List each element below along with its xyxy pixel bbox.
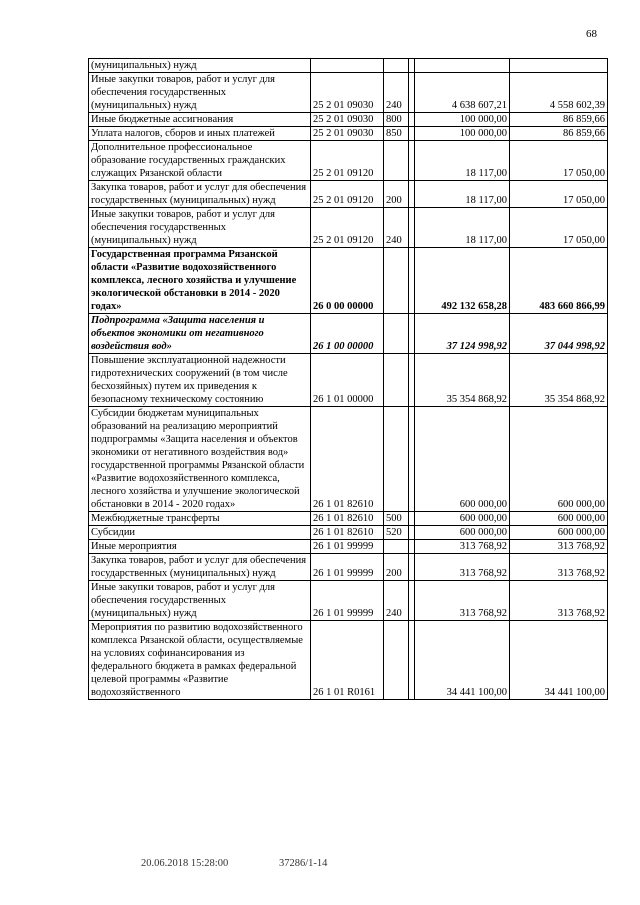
row-code-cell: 26 1 01 99999: [311, 540, 384, 554]
row-vr-cell: 520: [384, 526, 409, 540]
row-sum1-cell: 18 117,00: [415, 208, 510, 248]
row-vr-cell: 800: [384, 113, 409, 127]
row-vr-cell: [384, 540, 409, 554]
row-sum1-cell: [415, 59, 510, 73]
row-name-cell: Иные бюджетные ассигнования: [89, 113, 311, 127]
row-code-cell: 26 0 00 00000: [311, 248, 384, 314]
row-code-cell: 25 2 01 09120: [311, 141, 384, 181]
row-code-cell: 25 2 01 09120: [311, 208, 384, 248]
row-sum1-cell: 600 000,00: [415, 512, 510, 526]
row-code-cell: 26 1 00 00000: [311, 314, 384, 354]
row-vr-cell: [384, 314, 409, 354]
table-row: [89, 181, 608, 208]
row-vr-cell: [384, 354, 409, 407]
table-row: [89, 248, 608, 314]
row-name-cell: Уплата налогов, сборов и иных платежей: [89, 127, 311, 141]
table-row: [89, 554, 608, 581]
table-row: [89, 540, 608, 554]
row-name-cell: Иные закупки товаров, работ и услуг для обеспечения государственных (муниципальных) нужд: [89, 208, 311, 248]
row-sum1-cell: 492 132 658,28: [415, 248, 510, 314]
row-code-cell: 25 2 01 09120: [311, 181, 384, 208]
row-vr-cell: 200: [384, 554, 409, 581]
row-sum2-cell: 313 768,92: [510, 554, 608, 581]
row-vr-cell: 240: [384, 208, 409, 248]
row-sum2-cell: 4 558 602,39: [510, 73, 608, 113]
row-code-cell: 26 1 01 82610: [311, 512, 384, 526]
row-sum1-cell: 313 768,92: [415, 554, 510, 581]
row-name-cell: Повышение эксплуатационной надежности гидротехнических сооружений (в том числе бесхозяйных) путем их приведения к безопасному техническому состоянию: [89, 354, 311, 407]
row-vr-cell: [384, 407, 409, 512]
row-sum2-cell: 37 044 998,92: [510, 314, 608, 354]
row-sum2-cell: 34 441 100,00: [510, 621, 608, 700]
row-code-cell: 26 1 01 82610: [311, 407, 384, 512]
row-name-cell: Межбюджетные трансферты: [89, 512, 311, 526]
row-vr-cell: 500: [384, 512, 409, 526]
row-vr-cell: [384, 141, 409, 181]
row-sum1-cell: 600 000,00: [415, 526, 510, 540]
row-code-cell: 25 2 01 09030: [311, 113, 384, 127]
row-sum2-cell: 17 050,00: [510, 181, 608, 208]
row-sum2-cell: 86 859,66: [510, 113, 608, 127]
table-row: [89, 581, 608, 621]
row-code-cell: 25 2 01 09030: [311, 127, 384, 141]
table-row: [89, 526, 608, 540]
row-code-cell: [311, 59, 384, 73]
table-row: [89, 354, 608, 407]
row-name-cell: Мероприятия по развитию водохозяйственного комплекса Рязанской области, осуществляемые на условиях софинансирования из федерального бюджета в рамках федеральной целевой программы «Развитие водохозяйственного: [89, 621, 311, 700]
footer-datetime: 20.06.2018 15:28:00: [141, 858, 229, 869]
row-code-cell: 26 1 01 00000: [311, 354, 384, 407]
row-code-cell: 26 1 01 99999: [311, 554, 384, 581]
row-sum2-cell: 86 859,66: [510, 127, 608, 141]
row-sum1-cell: 18 117,00: [415, 181, 510, 208]
budget-table: [88, 58, 608, 700]
row-name-cell: Государственная программа Рязанской области «Развитие водохозяйственного комплекса, лесного хозяйства и улучшение экологической обстановки в 2014 - 2020 годах»: [89, 248, 311, 314]
row-sum2-cell: 17 050,00: [510, 141, 608, 181]
row-sum2-cell: 483 660 866,99: [510, 248, 608, 314]
row-name-cell: Иные мероприятия: [89, 540, 311, 554]
row-code-cell: 26 1 01 82610: [311, 526, 384, 540]
row-name-cell: Дополнительное профессиональное образование государственных гражданских служащих Рязанской области: [89, 141, 311, 181]
table-row: [89, 141, 608, 181]
row-sum2-cell: 313 768,92: [510, 581, 608, 621]
row-sum2-cell: [510, 59, 608, 73]
row-sum1-cell: 37 124 998,92: [415, 314, 510, 354]
row-vr-cell: 850: [384, 127, 409, 141]
row-sum2-cell: 35 354 868,92: [510, 354, 608, 407]
table-row: [89, 73, 608, 113]
row-name-cell: Подпрограмма «Защита населения и объектов экономики от негативного воздействия вод»: [89, 314, 311, 354]
table-row: [89, 113, 608, 127]
row-vr-cell: 200: [384, 181, 409, 208]
row-name-cell: Субсидии: [89, 526, 311, 540]
row-code-cell: 26 1 01 R0161: [311, 621, 384, 700]
table-row: [89, 512, 608, 526]
row-sum1-cell: 600 000,00: [415, 407, 510, 512]
row-sum1-cell: 34 441 100,00: [415, 621, 510, 700]
row-code-cell: 26 1 01 99999: [311, 581, 384, 621]
row-sum1-cell: 18 117,00: [415, 141, 510, 181]
row-name-cell: Иные закупки товаров, работ и услуг для обеспечения государственных (муниципальных) нужд: [89, 73, 311, 113]
table-row: [89, 314, 608, 354]
row-name-cell: Закупка товаров, работ и услуг для обеспечения государственных (муниципальных) нужд: [89, 554, 311, 581]
page-number: 68: [586, 28, 597, 40]
row-vr-cell: [384, 59, 409, 73]
footer-doc-number: 37286/1-14: [279, 858, 328, 869]
table-row: [89, 127, 608, 141]
row-sum1-cell: 4 638 607,21: [415, 73, 510, 113]
table-row: [89, 621, 608, 700]
row-vr-cell: 240: [384, 581, 409, 621]
row-sum1-cell: 313 768,92: [415, 540, 510, 554]
row-vr-cell: 240: [384, 73, 409, 113]
row-vr-cell: [384, 248, 409, 314]
row-name-cell: Иные закупки товаров, работ и услуг для обеспечения государственных (муниципальных) нужд: [89, 581, 311, 621]
row-code-cell: 25 2 01 09030: [311, 73, 384, 113]
row-sum2-cell: 600 000,00: [510, 407, 608, 512]
row-sum1-cell: 100 000,00: [415, 113, 510, 127]
row-sum2-cell: 17 050,00: [510, 208, 608, 248]
row-vr-cell: [384, 621, 409, 700]
table-row: [89, 59, 608, 73]
row-sum1-cell: 313 768,92: [415, 581, 510, 621]
row-sum1-cell: 100 000,00: [415, 127, 510, 141]
row-name-cell: Субсидии бюджетам муниципальных образований на реализацию мероприятий подпрограммы «Защита населения и объектов экономики от негативного воздействия вод» государственной программы Рязанской области «Развитие водохозяйственного комплекса, лесного хозяйства и улучшение экологической обстановки в 2014 - 2020 годах»: [89, 407, 311, 512]
budget-table-body: [89, 59, 608, 700]
row-sum2-cell: 600 000,00: [510, 512, 608, 526]
row-sum2-cell: 313 768,92: [510, 540, 608, 554]
row-sum1-cell: 35 354 868,92: [415, 354, 510, 407]
row-name-cell: (муниципальных) нужд: [89, 59, 311, 73]
table-row: [89, 407, 608, 512]
row-sum2-cell: 600 000,00: [510, 526, 608, 540]
table-row: [89, 208, 608, 248]
row-name-cell: Закупка товаров, работ и услуг для обеспечения государственных (муниципальных) нужд: [89, 181, 311, 208]
